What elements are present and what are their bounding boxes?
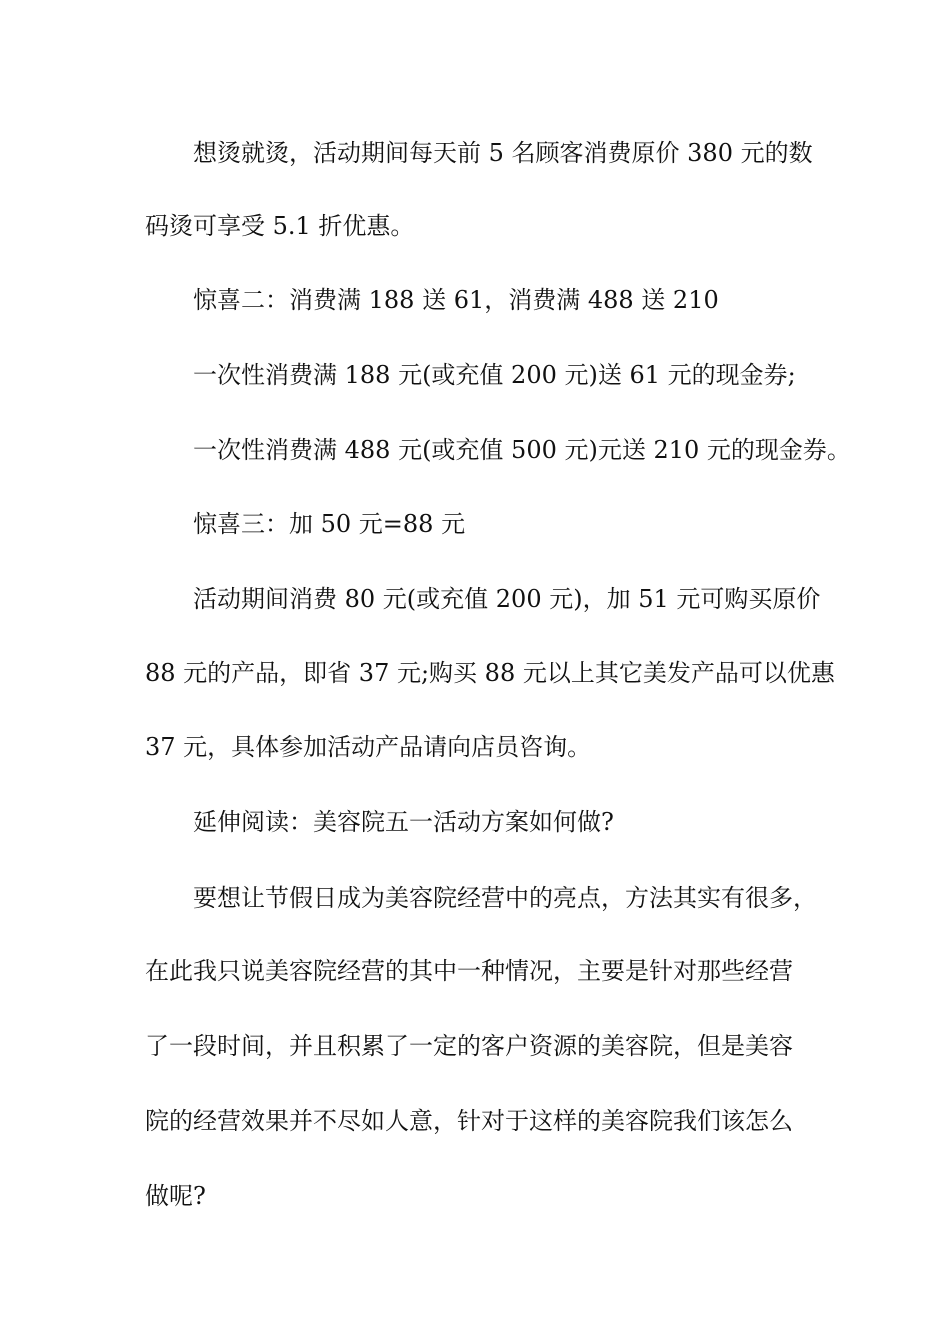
paragraph-line-5: 一次性消费满 488 元(或充值 500 元)元送 210 元的现金券。 — [193, 436, 851, 464]
paragraph-line-2: 码烫可享受 5.1 折优惠。 — [145, 212, 415, 240]
heading-surprise-three: 惊喜三：加 50 元=88 元 — [193, 510, 466, 538]
heading-surprise-two: 惊喜二：消费满 188 送 61，消费满 488 送 210 — [193, 286, 719, 314]
paragraph-line-14: 院的经营效果并不尽如人意，针对于这样的美容院我们该怎么 — [145, 1107, 793, 1135]
paragraph-line-4: 一次性消费满 188 元(或充值 200 元)送 61 元的现金券; — [193, 361, 796, 389]
paragraph-line-1: 想烫就烫，活动期间每天前 5 名顾客消费原价 380 元的数 — [193, 139, 813, 167]
paragraph-line-11: 要想让节假日成为美容院经营中的亮点，方法其实有很多， — [193, 884, 817, 912]
heading-extended-reading: 延伸阅读：美容院五一活动方案如何做? — [193, 808, 614, 836]
paragraph-line-7: 活动期间消费 80 元(或充值 200 元)，加 51 元可购买原价 — [193, 585, 821, 613]
paragraph-line-8: 88 元的产品，即省 37 元;购买 88 元以上其它美发产品可以优惠 — [145, 659, 835, 687]
paragraph-line-12: 在此我只说美容院经营的其中一种情况，主要是针对那些经营 — [145, 957, 793, 985]
paragraph-line-15: 做呢? — [145, 1182, 206, 1210]
paragraph-line-13: 了一段时间，并且积累了一定的客户资源的美容院，但是美容 — [145, 1032, 793, 1060]
paragraph-line-9: 37 元，具体参加活动产品请向店员咨询。 — [145, 733, 592, 761]
